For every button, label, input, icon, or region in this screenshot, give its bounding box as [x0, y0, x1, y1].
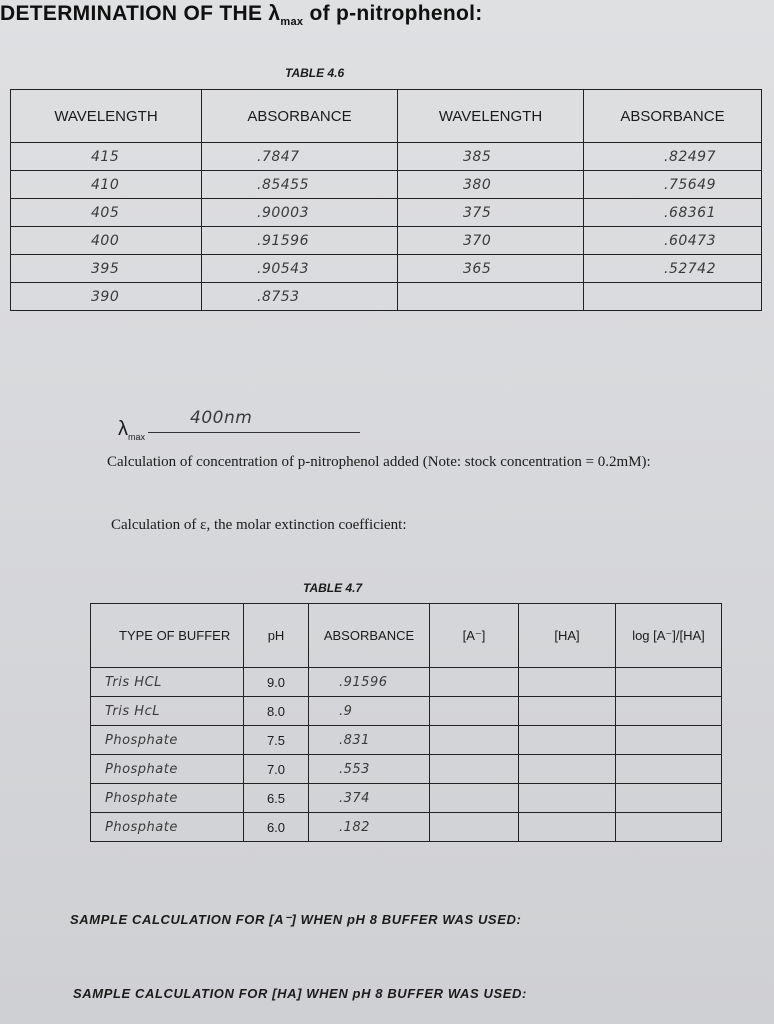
t46-cell: .90543 — [202, 255, 398, 283]
table-row — [91, 697, 722, 726]
t46-header-absorbance-1: ABSORBANCE — [202, 90, 398, 143]
t47-buffer: Phosphate — [91, 813, 244, 842]
t47-buffer: Phosphate — [91, 784, 244, 813]
t47-a-minus — [430, 755, 519, 784]
t46-cell: .85455 — [202, 171, 398, 199]
t47-ha — [519, 726, 616, 755]
page-title — [0, 2, 483, 28]
t46-cell: .68361 — [584, 199, 762, 227]
t46-cell: .75649 — [584, 171, 762, 199]
t47-ph: 9.0 — [244, 668, 309, 697]
t46-cell: 415 — [11, 143, 202, 171]
table-row — [91, 726, 722, 755]
t46-cell — [584, 283, 762, 311]
t46-cell: .52742 — [584, 255, 762, 283]
t47-ph: 6.5 — [244, 784, 309, 813]
t47-a-minus — [430, 726, 519, 755]
table-4-6 — [10, 89, 762, 311]
table-row — [11, 283, 762, 311]
t47-buffer: Phosphate — [91, 755, 244, 784]
t47-a-minus — [430, 813, 519, 842]
t46-cell: 375 — [398, 199, 584, 227]
t47-ha — [519, 813, 616, 842]
table-4-7 — [90, 603, 722, 842]
t47-ha — [519, 755, 616, 784]
t47-log-ratio — [616, 755, 722, 784]
t47-log-ratio — [616, 697, 722, 726]
lambda-max-label: $\lambda_{max}$ — [118, 418, 146, 442]
calc-concentration-text: Calculation of concentration of p-nitrophenol added (Note: stock concentration = 0.2mM): — [107, 454, 651, 470]
t46-cell: .91596 — [202, 227, 398, 255]
t46-cell: 370 — [398, 227, 584, 255]
t47-absorbance: .831 — [309, 726, 430, 755]
t47-buffer: Phosphate — [91, 726, 244, 755]
table-row — [91, 668, 722, 697]
t46-header-absorbance-2: ABSORBANCE — [584, 90, 762, 143]
t47-header-log-ratio: log [A⁻]/[HA] — [616, 604, 722, 668]
t47-header-ph: pH — [244, 604, 309, 668]
t46-header-wavelength-1: WAVELENGTH — [11, 90, 202, 143]
t47-absorbance: .553 — [309, 755, 430, 784]
t47-log-ratio — [616, 668, 722, 697]
table-row — [91, 755, 722, 784]
t47-header-absorbance: ABSORBANCE — [309, 604, 430, 668]
t47-buffer: Tris HCL — [91, 668, 244, 697]
t46-cell: .82497 — [584, 143, 762, 171]
t47-ha — [519, 697, 616, 726]
t46-cell: .90003 — [202, 199, 398, 227]
t46-cell: .8753 — [202, 283, 398, 311]
title-suffix: of p-nitrophenol: — [303, 2, 483, 25]
t47-absorbance: .9 — [309, 697, 430, 726]
t47-ph: 6.0 — [244, 813, 309, 842]
t47-header-a-minus: [A⁻] — [430, 604, 519, 668]
t47-ha — [519, 784, 616, 813]
table-row — [11, 171, 762, 199]
sample-calc-a-minus: SAMPLE CALCULATION FOR [A⁻] WHEN pH 8 BUFFER WAS USED: — [70, 912, 522, 927]
table-row — [11, 143, 762, 171]
t47-buffer: Tris HcL — [91, 697, 244, 726]
title-text: DETERMINATION OF THE λ — [0, 2, 281, 25]
t47-a-minus — [430, 668, 519, 697]
t47-absorbance: .374 — [309, 784, 430, 813]
t46-cell: 385 — [398, 143, 584, 171]
t47-header-ha: [HA] — [519, 604, 616, 668]
t47-a-minus — [430, 697, 519, 726]
table-row — [91, 784, 722, 813]
t47-a-minus — [430, 784, 519, 813]
t47-ph: 8.0 — [244, 697, 309, 726]
t46-cell: 380 — [398, 171, 584, 199]
t47-log-ratio — [616, 813, 722, 842]
t47-ph: 7.0 — [244, 755, 309, 784]
title-subscript: max — [280, 16, 304, 29]
lambda-max-value: 400nm — [190, 408, 253, 428]
table-row — [11, 227, 762, 255]
sample-calc-ha: SAMPLE CALCULATION FOR [HA] WHEN pH 8 BUFFER WAS USED: — [73, 986, 527, 1001]
t47-log-ratio — [616, 784, 722, 813]
lambda-max-line — [148, 432, 360, 433]
t46-cell: .7847 — [202, 143, 398, 171]
t46-cell: 410 — [11, 171, 202, 199]
table-row — [11, 199, 762, 227]
calc-epsilon-text: Calculation of ε, the molar extinction coefficient: — [111, 517, 407, 533]
t47-ha — [519, 668, 616, 697]
t47-log-ratio — [616, 726, 722, 755]
t47-absorbance: .182 — [309, 813, 430, 842]
t46-cell: 390 — [11, 283, 202, 311]
table-4-7-caption: TABLE 4.7 — [303, 581, 363, 595]
t46-cell: .60473 — [584, 227, 762, 255]
table-4-6-caption: TABLE 4.6 — [285, 66, 345, 80]
t46-cell — [398, 283, 584, 311]
table-row — [91, 813, 722, 842]
t47-header-buffer: TYPE OF BUFFER — [91, 604, 244, 668]
t46-cell: 405 — [11, 199, 202, 227]
t47-absorbance: .91596 — [309, 668, 430, 697]
t46-cell: 365 — [398, 255, 584, 283]
table-row — [11, 255, 762, 283]
t46-cell: 395 — [11, 255, 202, 283]
t46-header-wavelength-2: WAVELENGTH — [398, 90, 584, 143]
t47-ph: 7.5 — [244, 726, 309, 755]
t46-cell: 400 — [11, 227, 202, 255]
